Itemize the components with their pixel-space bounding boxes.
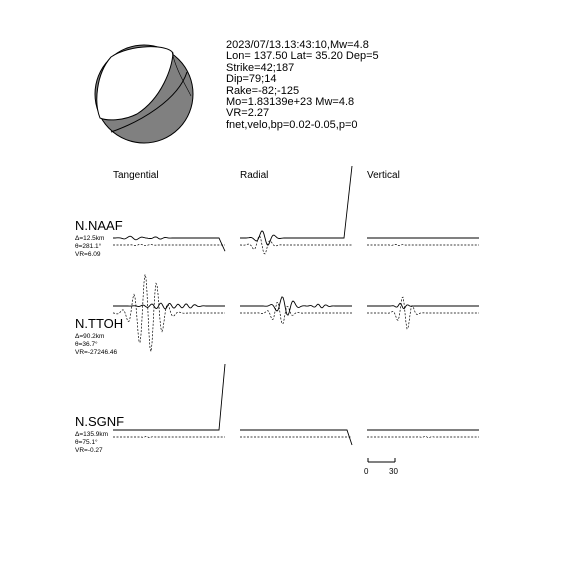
event-strike: Strike=42;187 (226, 61, 295, 74)
station-vr: VR=6.09 (75, 251, 101, 258)
synthetic-trace (113, 244, 225, 245)
station-distance: Δ=90.2km (75, 333, 105, 340)
component-label-radial: Radial (240, 170, 269, 181)
event-processing: fnet,velo,bp=0.02-0.05,p=0 (226, 118, 358, 131)
station-azimuth: θ=75.1° (75, 439, 98, 446)
synthetic-trace (367, 297, 479, 329)
synthetic-trace (113, 275, 225, 352)
event-moment: Mo=1.83139e+23 Mw=4.8 (226, 96, 355, 109)
station-name: N.SGNF (75, 414, 125, 429)
station-azimuth: θ=36.7° (75, 341, 98, 348)
synthetic-trace (367, 436, 479, 437)
scale-bar-start-label: 0 (364, 467, 369, 476)
component-label-vertical: Vertical (367, 170, 400, 181)
time-scale-bar (368, 458, 395, 462)
observed-trace (113, 236, 225, 251)
event-variance-reduction: VR=2.27 (226, 107, 270, 120)
event-rake: Rake=-82;-125 (226, 84, 300, 97)
scale-bar-end-label: 30 (389, 467, 398, 476)
observed-trace (240, 297, 352, 315)
event-info (226, 40, 379, 131)
station-vr: VR=-27246.46 (75, 349, 118, 356)
observed-trace (240, 430, 352, 445)
station-stats (75, 333, 117, 357)
observed-trace (113, 364, 225, 430)
station-name: N.NAAF (75, 218, 123, 233)
event-dip: Dip=79;14 (226, 73, 277, 86)
waveform-traces (113, 166, 479, 445)
station-stats (75, 235, 104, 259)
station-distance: Δ=12.5km (75, 235, 105, 242)
synthetic-trace (240, 236, 352, 254)
observed-trace (367, 303, 479, 308)
event-date-magnitude: 2023/07/13.13:43:10,Mw=4.8 (226, 39, 369, 51)
station-azimuth: θ=281.1° (75, 243, 102, 250)
station-distance: Δ=135.9km (75, 431, 109, 438)
station-vr: VR=-0.27 (75, 447, 103, 454)
synthetic-trace (113, 436, 225, 437)
station-stats (75, 431, 108, 455)
component-label-tangential: Tangential (113, 170, 159, 181)
station-name: N.TTOH (75, 316, 124, 331)
synthetic-trace (367, 244, 479, 245)
focal-mechanism-beachball (95, 45, 193, 143)
event-location: Lon= 137.50 Lat= 35.20 Dep=5 (226, 50, 379, 63)
